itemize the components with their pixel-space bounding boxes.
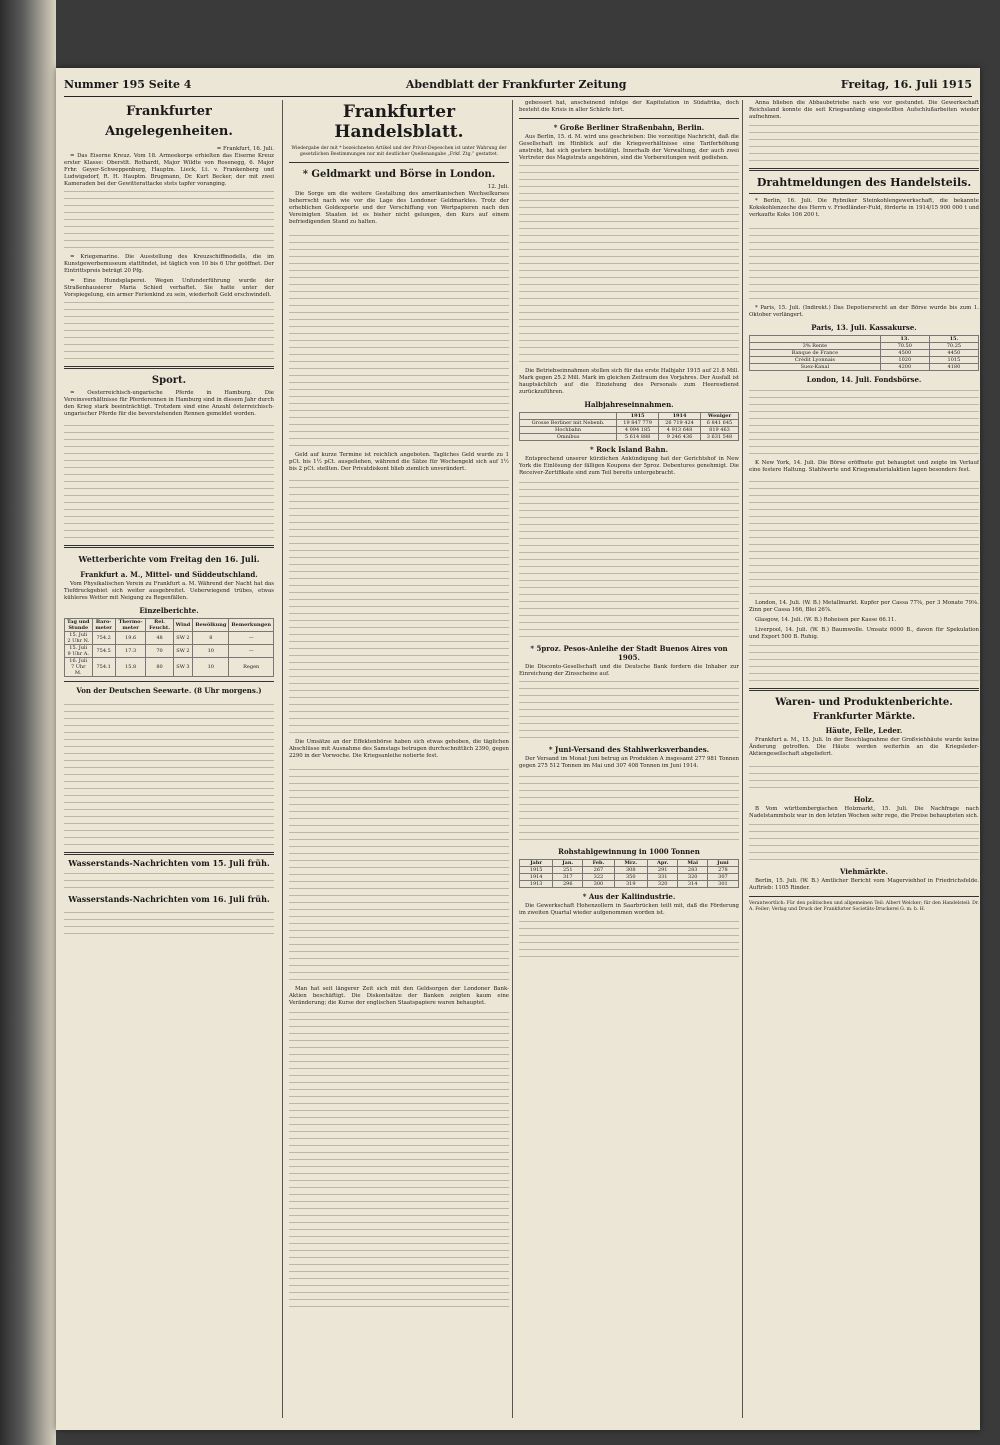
article-title: * Geldmarkt und Börse in London. bbox=[302, 169, 496, 180]
table-title: London, 14. Juli. Fondsbörse. bbox=[806, 375, 922, 384]
article-paragraph: London, 14. Juli. (W. B.) Metallmarkt. Kupfer per Cassa 77⅝, per 3 Monate 79⅛. Zinn per Cassa 166, Blei 26⅞. bbox=[749, 600, 979, 613]
table-row: Hochbahn 4 094 185 4 913 648 819 463 bbox=[520, 427, 739, 434]
article-paragraph: Berlin, 15. Juli. (W. B.) Amtlicher Bericht vom Magerviehhof in Friedrichsfelde. Auftrieb: 1105 Rinder. bbox=[749, 878, 979, 891]
article-paragraph: = Oesterreichisch-ungarische Pferde in Hamburg. Die Vereinsverhältnisse für Pferderennen in Hamburg sind in diesem Jahr durch den Krieg stark beeinträchtigt. Trotzdem sind eine Anzahl österreichisch-ungarischer Pferde für die bevorstehenden Rennen gemeldet worden. bbox=[64, 390, 274, 417]
column-telegrams bbox=[742, 100, 979, 1418]
article-paragraph: Die Umsätze an der Effektenbörse haben sich etwas gehoben, die täglichen Abschlüsse mit Ausnahme des Samstags betrugen durchschnittlich 2390, gegen 2290 in der Vorwoche. Die Kriegsanleihe notierte fest. bbox=[289, 739, 509, 759]
subsection-title: Häute, Felle, Leder. bbox=[825, 726, 903, 735]
divider bbox=[749, 688, 979, 691]
revenue-table: 1915 1914 Weniger Grosse Berliner mit Nebenb. 19 847 779 26 719 424 6 841 645 Hochbahn 4 094 185 4 913 648 819 463 Omnibus 5 614 888 9 246 436 3 631 548 bbox=[519, 412, 739, 441]
steel-table: Jahr Jan. Feb. Mrz. Apr. Mai Juni 1915 251 267 308 291 283 278 1914 317 322 350 331 320 307 1913 296 300 319 320 314 301 bbox=[519, 859, 739, 888]
text-block bbox=[519, 920, 739, 960]
section-title-telegrams: Drahtmeldungen des Handelsteils. bbox=[756, 176, 972, 189]
table-row: Omnibus 5 614 888 9 246 436 3 631 548 bbox=[520, 434, 739, 441]
article-paragraph: Liverpool, 14. Juli. (W. B.) Baumwolle. Umsatz 6000 B., davon für Spekulation und Export 500 B. Ruhig. bbox=[749, 627, 979, 640]
table-header: Rel. Feucht. bbox=[146, 619, 173, 632]
table-title: Einzelberichte. bbox=[139, 606, 199, 615]
article-title: * Rock Island Bahn. bbox=[589, 445, 669, 454]
text-block bbox=[519, 773, 739, 843]
table-row: Suez-Kanal 4200 4180 bbox=[750, 364, 979, 371]
dateline: = Frankfurt, 16. Juli. bbox=[216, 146, 274, 152]
dateline: 12. Juli. bbox=[487, 184, 509, 190]
article-paragraph: Die Betriebseinnahmen stellen sich für das erste Halbjahr 1915 auf 21.8 Mill. Mark gegen 25.2 Mill. Mark im gleichen Zeitraum des Vorjahres. Der Ausfall ist hauptsächlich auf die Einziehung des Personals zum Heeresdienst zurückzuführen. bbox=[519, 368, 739, 395]
text-block bbox=[64, 907, 274, 937]
divider bbox=[64, 681, 274, 682]
column-handelsblatt bbox=[282, 100, 509, 1418]
table-header: Baro-meter bbox=[92, 619, 115, 632]
subsection-title: Holz. bbox=[853, 795, 875, 804]
table-title: Halbjahreseinnahmen. bbox=[584, 400, 674, 409]
article-paragraph: K New York, 14. Juli. Die Börse eröffnete gut behauptet und zeigte im Verlauf eine festere Haltung. Stahlwerte und Kriegsmaterialaktien lagen besonders fest. bbox=[749, 460, 979, 473]
divider bbox=[749, 168, 979, 171]
table-row: 15. Juli 2 Uhr N. 754.2 19.6 48 SW 2 8 — bbox=[65, 632, 274, 645]
table-row: 16. Juli 7 Uhr M. 754.1 15.8 80 SW 3 10 Regen bbox=[65, 658, 274, 677]
article-paragraph: Man hat seit längerer Zeit sich mit den Geldsorgen der Londoner Bank-Aktien beschäftigt. Die Diskontsätze der Banken zeigten kaum eine Veränderung; die Kurse der englischen Staatspapiere waren behauptet. bbox=[289, 986, 509, 1006]
column-local-news bbox=[64, 100, 274, 1418]
reprint-note: Wiedergabe der mit * bezeichneten Artikel und der Privat-Depeschen ist unter Wahrung der gesetzlichen Bestimmungen nur mit deutlicher Quellenangabe „Frkf. Ztg.“ gestattet. bbox=[291, 146, 507, 157]
table-header: Thermo-meter bbox=[115, 619, 146, 632]
subsection-title: Frankfurter Märkte. bbox=[812, 712, 916, 722]
table-row: 1913 296 300 319 320 314 301 bbox=[520, 881, 739, 888]
text-block bbox=[64, 871, 274, 891]
table-title: Rohstahlgewinnung in 1000 Tonnen bbox=[558, 847, 700, 856]
text-block bbox=[64, 191, 274, 251]
column-business bbox=[512, 100, 739, 1418]
article-paragraph: Die Gewerkschaft Hohenzollern in Saarbrücken teilt mit, daß die Förderung im zweiten Quartal wieder aufgenommen worden ist. bbox=[519, 903, 739, 916]
text-block bbox=[64, 421, 274, 541]
article-paragraph: = Eine Hundsplaperei. Wegen Unfunderführung wurde der Straßenhausierer Maria Schied verhaftet. Sie hatte unter der Vorspiegelung, ein armer Ferienkind zu sein, wiederholt Geld erschwindelt. bbox=[64, 278, 274, 298]
text-block bbox=[519, 681, 739, 741]
article-paragraph: Anna blieben die Abbaubetriebe nach wie vor gestundet. Die Gewerkschaft Reichsland konnte die seit Kriegsanfang eingestellten Aufschlußarbeiten wieder aufnehmen. bbox=[749, 100, 979, 120]
book-binding bbox=[0, 0, 56, 1445]
divider bbox=[749, 896, 979, 897]
text-block bbox=[289, 1010, 509, 1310]
article-paragraph: * Paris, 15. Juli. (Indirekt.) Das Depotiersrecht an der Börse wurde bis zum 1. Oktober verlängert. bbox=[749, 305, 979, 318]
article-paragraph: * Berlin, 16. Juli. Die Rybniker Steinkohlengewerkschaft, die bekannte Kokskohlenzeche des Herrn v. Friedländer-Fuld, förderte in 1914/15 900 000 t und verkaufte Koks 106 200 t. bbox=[749, 198, 979, 218]
weather-title: Wetterberichte vom Freitag den 16. Juli. bbox=[78, 554, 260, 564]
text-block bbox=[749, 644, 979, 684]
text-block bbox=[749, 477, 979, 597]
divider bbox=[64, 545, 274, 548]
article-title: * Große Berliner Straßenbahn, Berlin. bbox=[553, 123, 705, 132]
divider bbox=[64, 366, 274, 369]
article-paragraph: Der Versand im Monat Juni betrug an Produkten A insgesamt 277 981 Tonnen gegen 275 512 Tonnen im Mai und 307 408 Tonnen im Juni 1914. bbox=[519, 756, 739, 769]
table-header: Bemerkungen bbox=[229, 619, 274, 632]
text-block bbox=[749, 823, 979, 863]
table-header: Wind bbox=[173, 619, 193, 632]
station-table bbox=[64, 698, 274, 848]
article-paragraph: Frankfurt a. M., 15. Juli. In der Beschlagnahme der Großviehhäute wurde keine Änderung getroffen. Die Häute werden weiterhin an die Kriegsleder-Aktiengesellschaft abgeliefert. bbox=[749, 737, 979, 757]
table-row: 15. Juli 9 Uhr A. 754.5 17.3 70 SW 2 10 — bbox=[65, 645, 274, 658]
article-paragraph: Geld auf kurze Termine ist reichlich angeboten. Tagliches Geld wurde zu 1 pCt. bis 1½ pCt. ausgeliehen, während die Sätze für Wochengeld sich auf 1½ bis 2 pCt. stellten. Der Privatdiskont blieb ziemlich unverändert. bbox=[289, 452, 509, 472]
divider bbox=[64, 852, 274, 855]
water-level-title: Wasserstands-Nachrichten vom 15. Juli früh. bbox=[68, 858, 270, 868]
article-paragraph: Vom Physikalischen Verein zu Frankfurt a. M. Während der Nacht hat das Tiefdruckgebiet sich weiter ausgebreitet. Ueberwiegend trübes, etwas kühleres Wetter mit Neigung zu Regenfällen. bbox=[64, 581, 274, 601]
text-block bbox=[64, 302, 274, 362]
text-block bbox=[289, 763, 509, 983]
article-title: * 5proz. Pesos-Anleihe der Stadt Buenos Aires von 1905. bbox=[530, 644, 728, 662]
table-row: 1914 317 322 350 331 320 307 bbox=[520, 874, 739, 881]
text-block bbox=[749, 222, 979, 302]
article-paragraph: Die Disconto-Gesellschaft und die Deutsche Bank fordern die Inhaber zur Einreichung der Zinsscheine auf. bbox=[519, 664, 739, 677]
paris-quotes-table: 13. 15. 3% Rente 70.50 70.25 Banque de France 4500 4450 Crédit Lyonnais 1020 1015 Suez-Kanal 4200 4180 bbox=[749, 335, 979, 371]
weather-table bbox=[64, 618, 274, 677]
divider bbox=[749, 193, 979, 194]
subsection-title: Viehmärkte. bbox=[839, 867, 889, 876]
table-row: Crédit Lyonnais 1020 1015 bbox=[750, 357, 979, 364]
text-block bbox=[289, 229, 509, 449]
table-row: 1915 251 267 308 291 283 278 bbox=[520, 867, 739, 874]
table-row: Banque de France 4500 4450 bbox=[750, 350, 979, 357]
article-title: * Aus der Kaliindustrie. bbox=[582, 892, 676, 901]
article-paragraph: B Vom württembergischen Holzmarkt, 15. Juli. Die Nachfrage nach Nadelstammholz war in den letzten Wochen sehr rege, die Preise behaupteten sich. bbox=[749, 806, 979, 819]
table-row: 3% Rente 70.50 70.25 bbox=[750, 343, 979, 350]
section-title-local: Frankfurter Angelegenheiten. bbox=[105, 104, 233, 139]
divider bbox=[519, 118, 739, 119]
section-title-sport: Sport. bbox=[151, 375, 187, 386]
masthead bbox=[64, 78, 972, 97]
section-title-waren: Waren- und Produktenberichte. bbox=[775, 697, 953, 708]
imprint: Verantwortlich: Für den politischen und allgemeinen Teil: Albert Welcker; für den Handelsteil: Dr. A. Feiler; Verlag und Druck der Frankfurter Societäts-Druckerei G. m. b. H. bbox=[749, 901, 979, 912]
text-block bbox=[749, 761, 979, 791]
newspaper-page bbox=[56, 68, 980, 1430]
water-level-title: Wasserstands-Nachrichten vom 16. Juli früh. bbox=[68, 894, 270, 904]
issue-date: Freitag, 16. Juli 1915 bbox=[840, 78, 972, 91]
issue-number: Nummer 195 Seite 4 bbox=[64, 78, 192, 91]
article-paragraph: = Kriegsmarine. Die Ausstellung des Kreuzschiffmodells, die im Kunstgewerbemuseum stattfindet, ist täglich von 10 bis 6 Uhr geöffnet. Der Eintrittspreis beträgt 20 Pfg. bbox=[64, 254, 274, 274]
article-paragraph: Die Sorge um die weitere Gestaltung des amerikanischen Wechselkurses beherrscht nach wie vor die Lage des Londoner Geldmarktes. Trotz der erheblichen Goldexporte und der Verschiffung von Wertpapieren nach den Vereinigten Staaten ist es bisher nicht gelungen, den Kurs auf einem befriedigenden Stand zu halten. bbox=[289, 191, 509, 225]
table-row: Grosse Berliner mit Nebenb. 19 847 779 26 719 424 6 841 645 bbox=[520, 420, 739, 427]
seewarte-title: Von der Deutschen Seewarte. (8 Uhr morgens.) bbox=[76, 686, 262, 695]
quotes-block bbox=[749, 387, 979, 457]
article-title: * Juni-Versand des Stahlwerksverbandes. bbox=[548, 745, 710, 754]
table-header: Tag und Stunde bbox=[65, 619, 93, 632]
article-paragraph: Aus Berlin, 15. d. M. wird uns geschrieben: Die vorzeitige Nachricht, daß die Gesellschaft im Hinblick auf die Kriegsverhältnisse eine Tariferhöhung anstrebt, hat sich gestern bestätigt. Innerhalb der Verwaltung, der auch zwei Vertreter des Magistrats angehören, sind die Vorbereitungen weit gediehen. bbox=[519, 134, 739, 161]
table-header: Bewölkung bbox=[193, 619, 229, 632]
section-title-handelsblatt: Frankfurter Handelsblatt. bbox=[334, 102, 464, 142]
article-paragraph: Glasgow, 14. Juli. (W. B.) Roheisen per Kasse 66.11. bbox=[755, 617, 897, 623]
article-paragraph: = Das Eiserne Kreuz. Vom 18. Armeekorps erhielten das Eiserne Kreuz erster Klasse: Oberstlt. Rothardt, Major Wildte von Rosenegg, 6. Major Frhr. Geyer-Schweppenburg, Hauptm. Lieck, Lt. v. Frankenberg und Ludwigsdorf, R. H. Hauptm. Brugmann, Dr. Kurt Becker, der mit zwei Kameraden bei der Gewitterattacke stets tapfer voranging. bbox=[64, 153, 274, 187]
divider bbox=[289, 162, 509, 163]
newspaper-name: Abendblatt der Frankfurter Zeitung bbox=[405, 78, 627, 91]
text-block bbox=[519, 165, 739, 365]
text-block bbox=[519, 480, 739, 640]
table-title: Paris, 13. Juli. Kassakurse. bbox=[811, 323, 917, 332]
weather-subtitle: Frankfurt a. M., Mittel- und Süddeutschland. bbox=[80, 570, 258, 579]
text-block bbox=[289, 476, 509, 736]
article-paragraph: Entsprechend unserer kürzlichen Ankündigung hat der Gerichtshof in New York die Einlösung der fälligen Koupons der 5proz. Debentures genehmigt. Die Receiver-Zertifikate sind zum Teil bereits untergebracht. bbox=[519, 456, 739, 476]
article-paragraph: gebessert hat, anscheinend infolge der Kapitulation in Südafrika, doch besteht die Krisis in aller Schärfe fort. bbox=[519, 100, 739, 113]
text-block bbox=[749, 124, 979, 164]
